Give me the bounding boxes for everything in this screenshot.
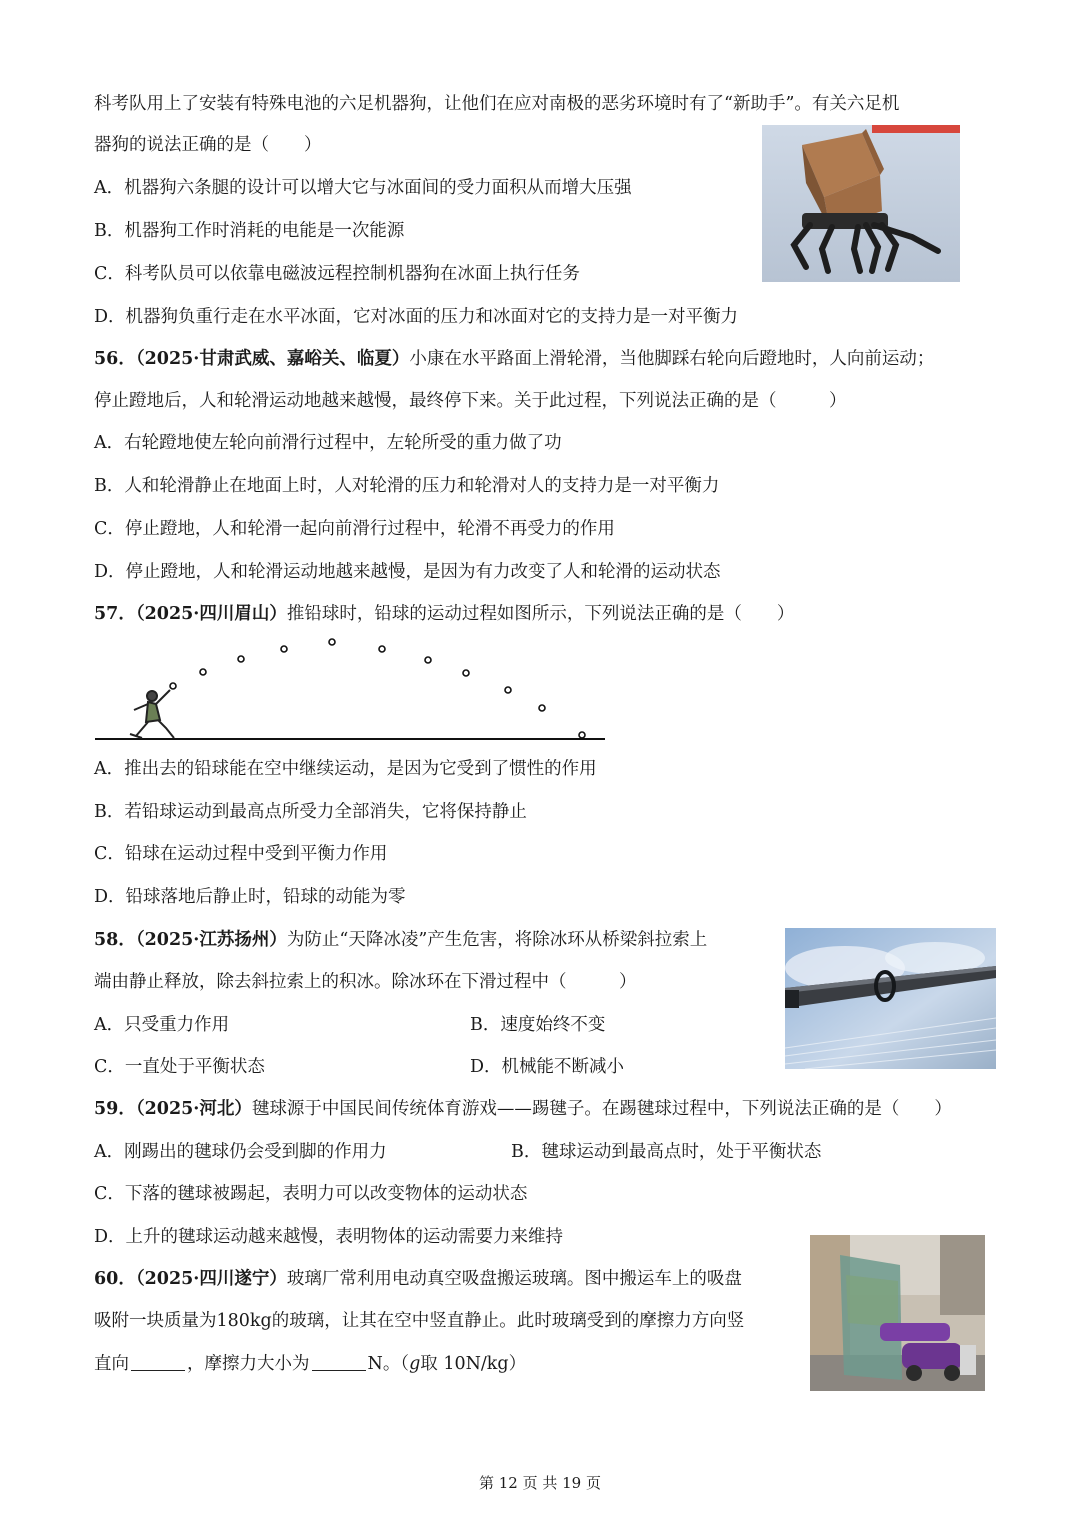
robot-dog-photo bbox=[762, 125, 960, 282]
q57-number: 57．（2025·四川眉山） bbox=[94, 604, 287, 624]
q55-option-a: A．机器狗六条腿的设计可以增大它与冰面间的受力面积从而增大压强 bbox=[94, 178, 632, 198]
q58-option-b: B．速度始终不变 bbox=[470, 1015, 606, 1035]
glass-transport-photo bbox=[810, 1235, 985, 1391]
q59-stem-text: 毽球源于中国民间传统体育游戏——踢毽子。在踢毽球过程中，下列说法正确的是（ ） bbox=[251, 1099, 952, 1119]
q59-option-c: C．下落的毽球被踢起，表明力可以改变物体的运动状态 bbox=[94, 1184, 528, 1204]
direction-answer-blank[interactable] bbox=[131, 1352, 185, 1371]
q59-option-b: B．毽球运动到最高点时，处于平衡状态 bbox=[511, 1142, 822, 1162]
q55-option-d: D．机器狗负重行走在水平冰面，它对冰面的压力和冰面对它的支持力是一对平衡力 bbox=[94, 307, 739, 327]
q55-option-c: C．科考队员可以依靠电磁波远程控制机器狗在冰面上执行任务 bbox=[94, 264, 580, 284]
q56-stem-line2: 停止蹬地后，人和轮滑运动地越来越慢，最终停下来。关于此过程，下列说法正确的是（ ） bbox=[94, 391, 847, 411]
q58-option-c: C．一直处于平衡状态 bbox=[94, 1057, 265, 1077]
q60-text-b: ，摩擦力大小为 bbox=[187, 1354, 310, 1374]
q60-g-symbol: g bbox=[409, 1354, 421, 1374]
q57-option-c: C．铅球在运动过程中受到平衡力作用 bbox=[94, 844, 388, 864]
q58-number: 58．（2025·江苏扬州） bbox=[94, 930, 287, 950]
q55-stem-line2: 器狗的说法正确的是（ ） bbox=[94, 135, 322, 155]
q58-stem-line1 bbox=[94, 928, 707, 952]
q60-number: 60．（2025·四川遂宁） bbox=[94, 1269, 287, 1289]
q60-text-c: N。（ bbox=[367, 1354, 410, 1374]
friction-answer-blank[interactable] bbox=[312, 1352, 366, 1371]
deicing-ring-photo bbox=[785, 928, 996, 1069]
q59-option-d: D．上升的毽球运动越来越慢，表明物体的运动需要力来维持 bbox=[94, 1227, 564, 1247]
q56-number: 56．（2025·甘肃武威、嘉峪关、临夏） bbox=[94, 349, 410, 369]
q60-stem-line3 bbox=[94, 1352, 526, 1376]
q56-option-c: C．停止蹬地，人和轮滑一起向前滑行过程中，轮滑不再受力的作用 bbox=[94, 519, 615, 539]
q56-option-b: B．人和轮滑静止在地面上时，人对轮滑的压力和轮滑对人的支持力是一对平衡力 bbox=[94, 476, 720, 496]
q57-option-a: A．推出去的铅球能在空中继续运动，是因为它受到了惯性的作用 bbox=[94, 759, 597, 779]
q57-stem-text: 推铅球时，铅球的运动过程如图所示，下列说法正确的是（ ） bbox=[286, 604, 795, 624]
q60-stem-text1: 玻璃厂常利用电动真空吸盘搬运玻璃。图中搬运车上的吸盘 bbox=[286, 1269, 742, 1289]
q60-text-a: 直向 bbox=[94, 1354, 129, 1374]
q56-stem-text1: 小康在水平路面上滑轮滑，当他脚踩右轮向后蹬地时，人向前运动； bbox=[409, 349, 935, 369]
q56-option-d: D．停止蹬地，人和轮滑运动地越来越慢，是因为有力改变了人和轮滑的运动状态 bbox=[94, 562, 721, 582]
q59-option-a: A．刚踢出的毽球仍会受到脚的作用力 bbox=[94, 1142, 387, 1162]
q60-stem-line1 bbox=[94, 1267, 742, 1291]
q56-stem-line1 bbox=[94, 347, 934, 371]
q57-option-b: B．若铅球运动到最高点所受力全部消失，它将保持静止 bbox=[94, 802, 527, 822]
q57-option-d: D．铅球落地后静止时，铅球的动能为零 bbox=[94, 887, 406, 907]
q56-option-a: A．右轮蹬地使左轮向前滑行过程中，左轮所受的重力做了功 bbox=[94, 433, 562, 453]
q55-option-b: B．机器狗工作时消耗的电能是一次能源 bbox=[94, 221, 405, 241]
q60-text-d: 取 10N/kg） bbox=[420, 1354, 527, 1374]
q60-stem-line2: 吸附一块质量为180kg的玻璃，让其在空中竖直静止。此时玻璃受到的摩擦力方向竖 bbox=[94, 1311, 745, 1331]
q58-option-d: D．机械能不断减小 bbox=[470, 1057, 625, 1077]
q57-stem-line bbox=[94, 602, 794, 626]
q58-stem-line2: 端由静止释放，除去斜拉索上的积冰。除冰环在下滑过程中（ ） bbox=[94, 972, 637, 992]
athlete-figure bbox=[130, 690, 174, 738]
q58-stem-text1: 为防止“天降冰凌”产生危害，将除冰环从桥梁斜拉索上 bbox=[286, 930, 708, 950]
page-footer: 第 12 页 共 19 页 bbox=[478, 1474, 601, 1492]
shot-put-diagram bbox=[90, 630, 610, 745]
q59-stem-line bbox=[94, 1097, 952, 1121]
q58-option-a: A．只受重力作用 bbox=[94, 1015, 230, 1035]
q55-stem-line1: 科考队用上了安装有特殊电池的六足机器狗，让他们在应对南极的恶劣环境时有了“新助手”。有关六足机 bbox=[94, 94, 900, 114]
q59-number: 59．（2025·河北） bbox=[94, 1099, 252, 1119]
